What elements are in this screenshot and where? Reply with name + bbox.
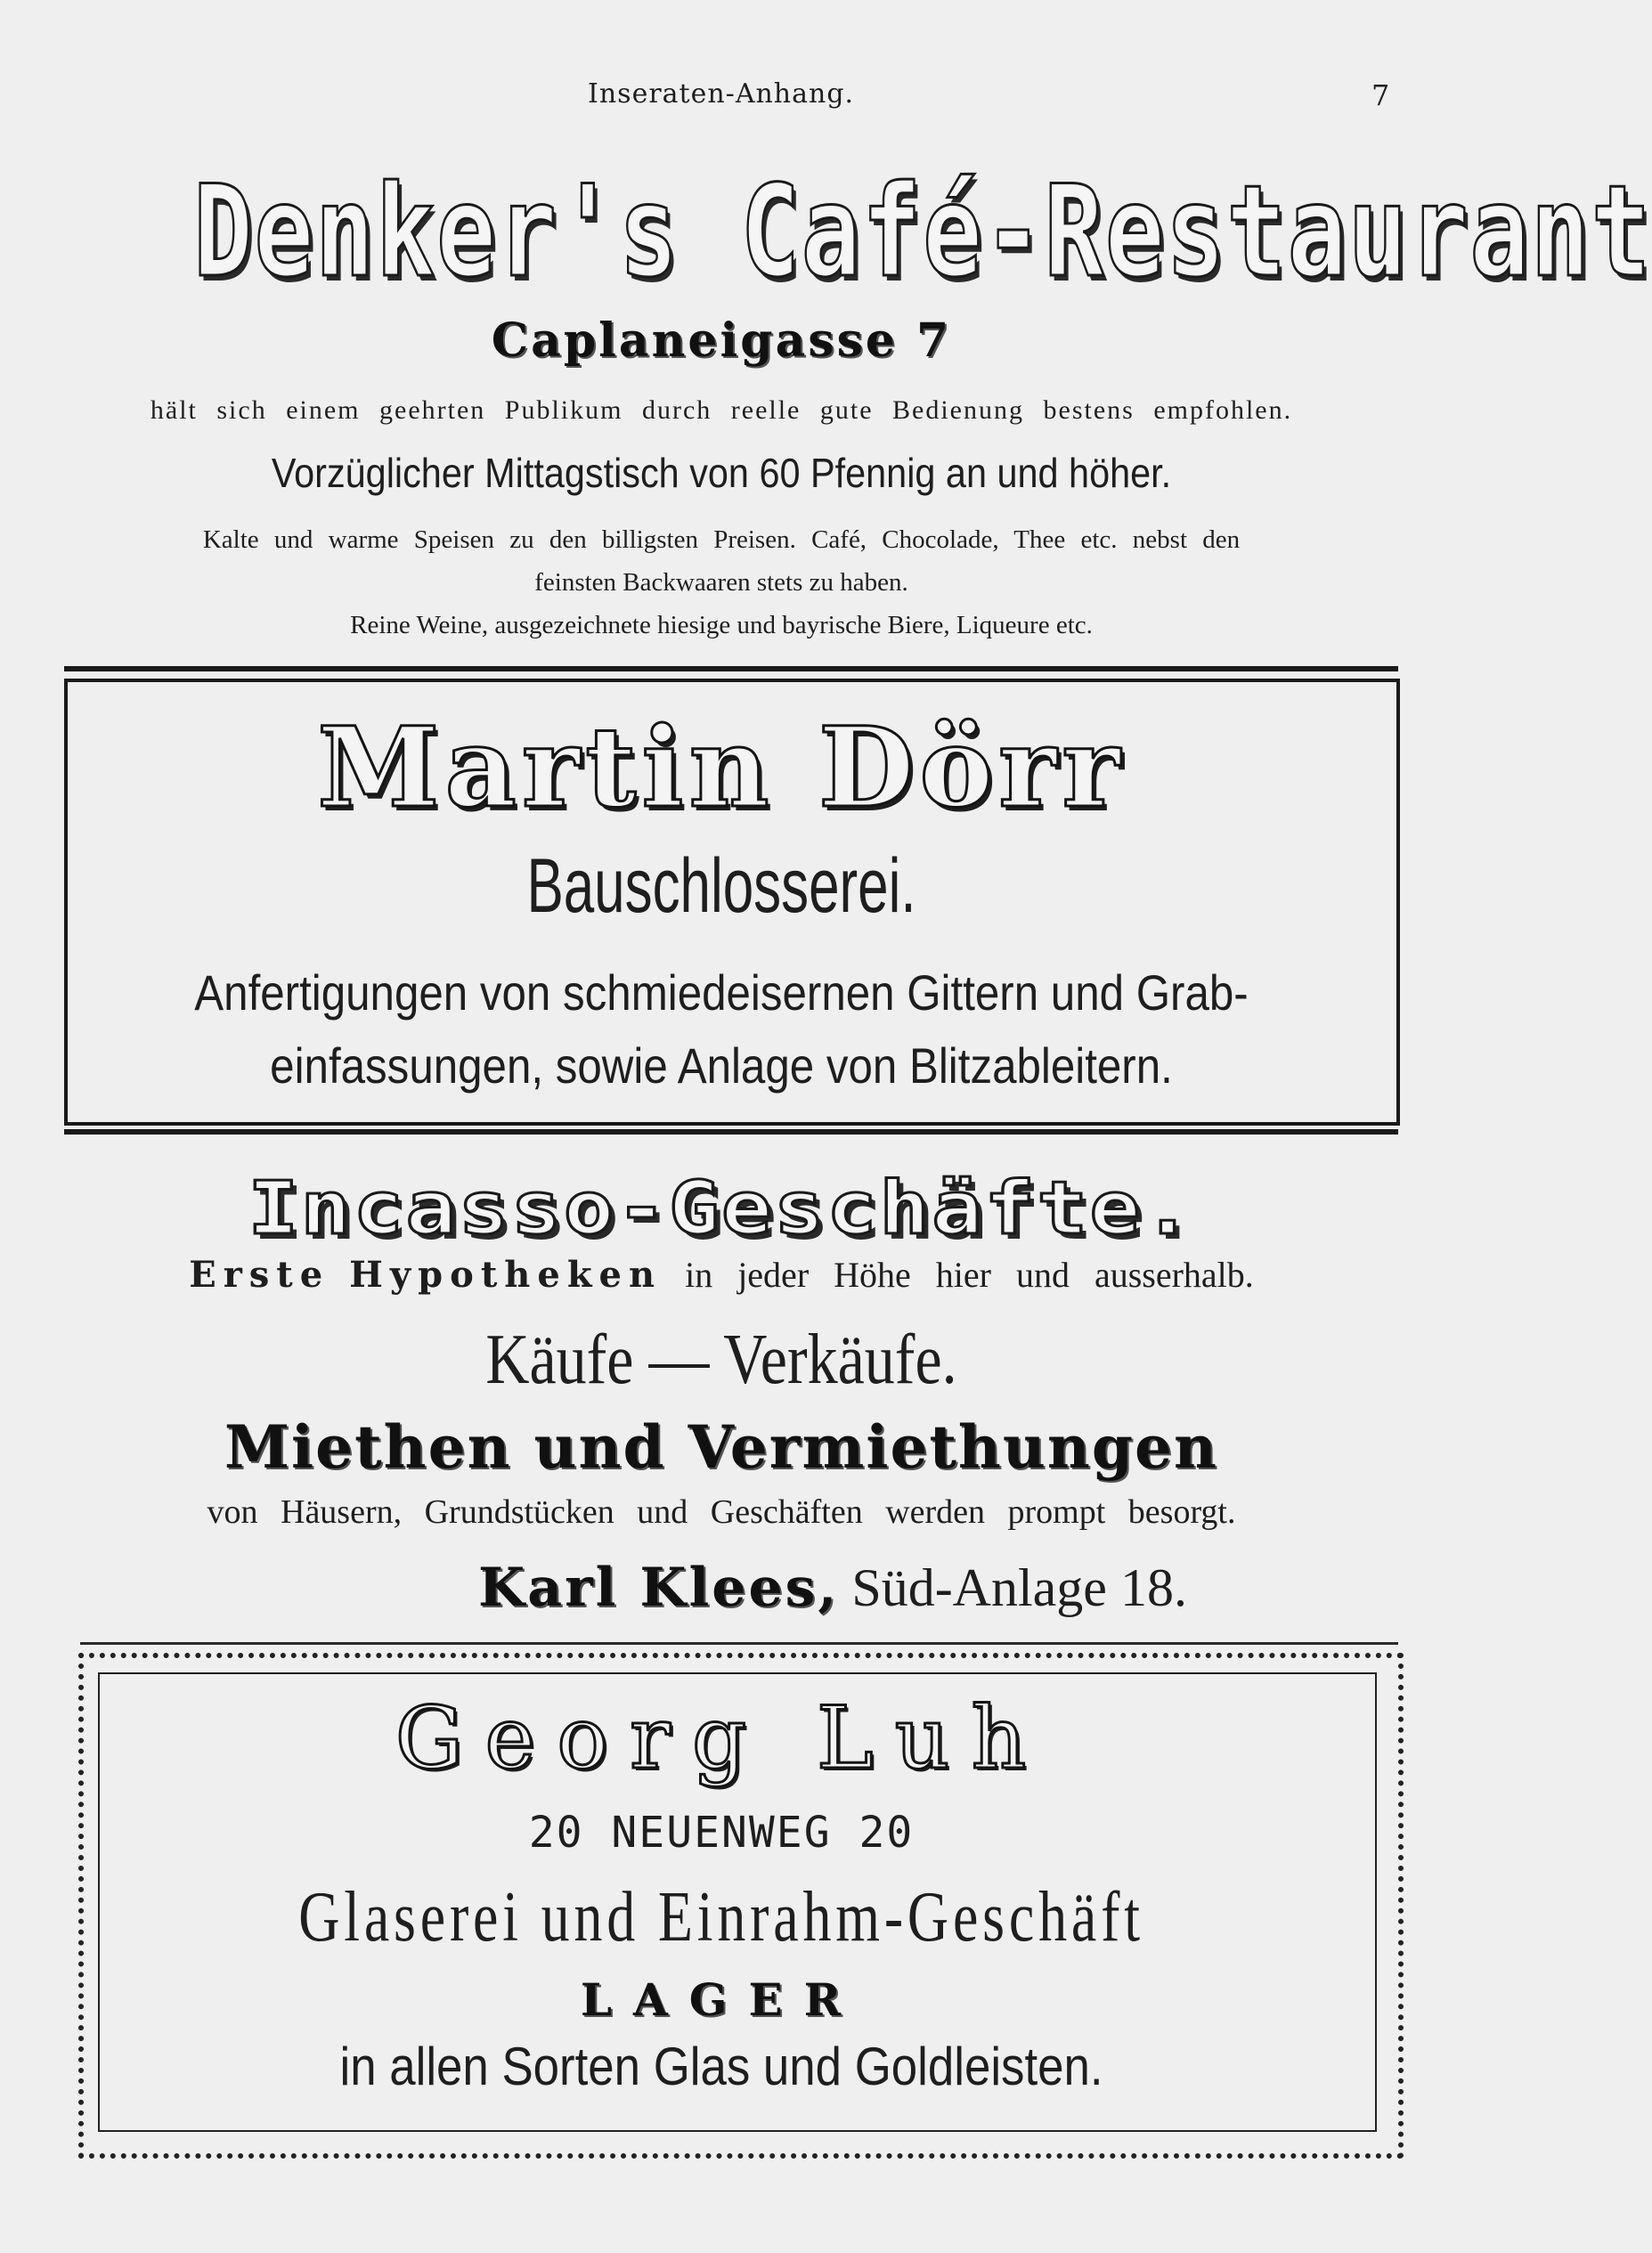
page-number: 7 [1371, 78, 1390, 112]
running-title: Inseraten-Anhang. [588, 78, 855, 110]
incasso-ad-rentals: Miethen und Vermiethungen [224, 1412, 1219, 1482]
doerr-ad-description-line-1: Anfertigungen von schmiedeisernen Gittern und Grab- [194, 964, 1249, 1021]
incasso-ad-mortgage-line [45, 1254, 1398, 1296]
incasso-ad-mortgage-detail: in jeder Höhe hier und ausserhalb. [685, 1255, 1254, 1295]
incasso-ad-property-line: von Häusern, Grundstücken und Geschäften werden prompt besorgt. [207, 1493, 1236, 1531]
denker-ad-bakery-line: feinsten Backwaaren stets zu haben. [534, 568, 908, 597]
incasso-ad-title: Incasso-Geschäfte. [248, 1167, 1195, 1251]
doerr-ad-name: Martin Dörr [317, 704, 1126, 833]
denker-ad-recommendation: hält sich einem geehrten Publikum durch reelle gute Bedienung bestens empfohlen. [150, 395, 1293, 425]
denker-ad-drinks-line: Reine Weine, ausgezeichnete hiesige und bayrische Biere, Liqueure etc. [350, 611, 1093, 639]
incasso-ad-signature-name: Karl Klees, [478, 1557, 840, 1619]
incasso-ad-mortgage-heading: Erste Hypotheken [189, 1254, 663, 1296]
doerr-ad-description-line-2: einfassungen, sowie Anlage von Blitzableitern. [270, 1037, 1173, 1094]
incasso-ad-buy-sell: Käufe — Verkäufe. [485, 1321, 957, 1399]
denker-ad-lunch-offer: Vorzüglicher Mittagstisch von 60 Pfennig an und höher. [271, 450, 1172, 496]
denker-ad-title: Denker's Café-Restaurant [193, 159, 1652, 305]
page-header [0, 78, 1437, 123]
incasso-ad-signature-address: Süd-Anlage 18. [851, 1558, 1187, 1617]
luh-ad-address: 20 NEUENWEG 20 [528, 1808, 915, 1858]
denker-ad-street: Caplaneigasse 7 [491, 313, 952, 368]
top-rule [64, 666, 1398, 671]
luh-ad-lager: LAGER [580, 1973, 863, 2026]
luh-ad-stock: in allen Sorten Glas und Goldleisten. [339, 2037, 1103, 2096]
luh-ad-name: Georg Luh [395, 1688, 1048, 1788]
luh-ad-trade: Glaserei und Einrahm-Geschäft [298, 1878, 1144, 1956]
doerr-ad-trade: Bauschlosserei. [526, 843, 916, 929]
bottom-rule [64, 1129, 1398, 1135]
denker-ad-menu-line: Kalte und warme Speisen zu den billigsten Preisen. Café, Chocolade, Thee etc. nebst den [202, 525, 1241, 554]
section-divider [80, 1642, 1398, 1645]
incasso-ad-signature [267, 1557, 1398, 1619]
